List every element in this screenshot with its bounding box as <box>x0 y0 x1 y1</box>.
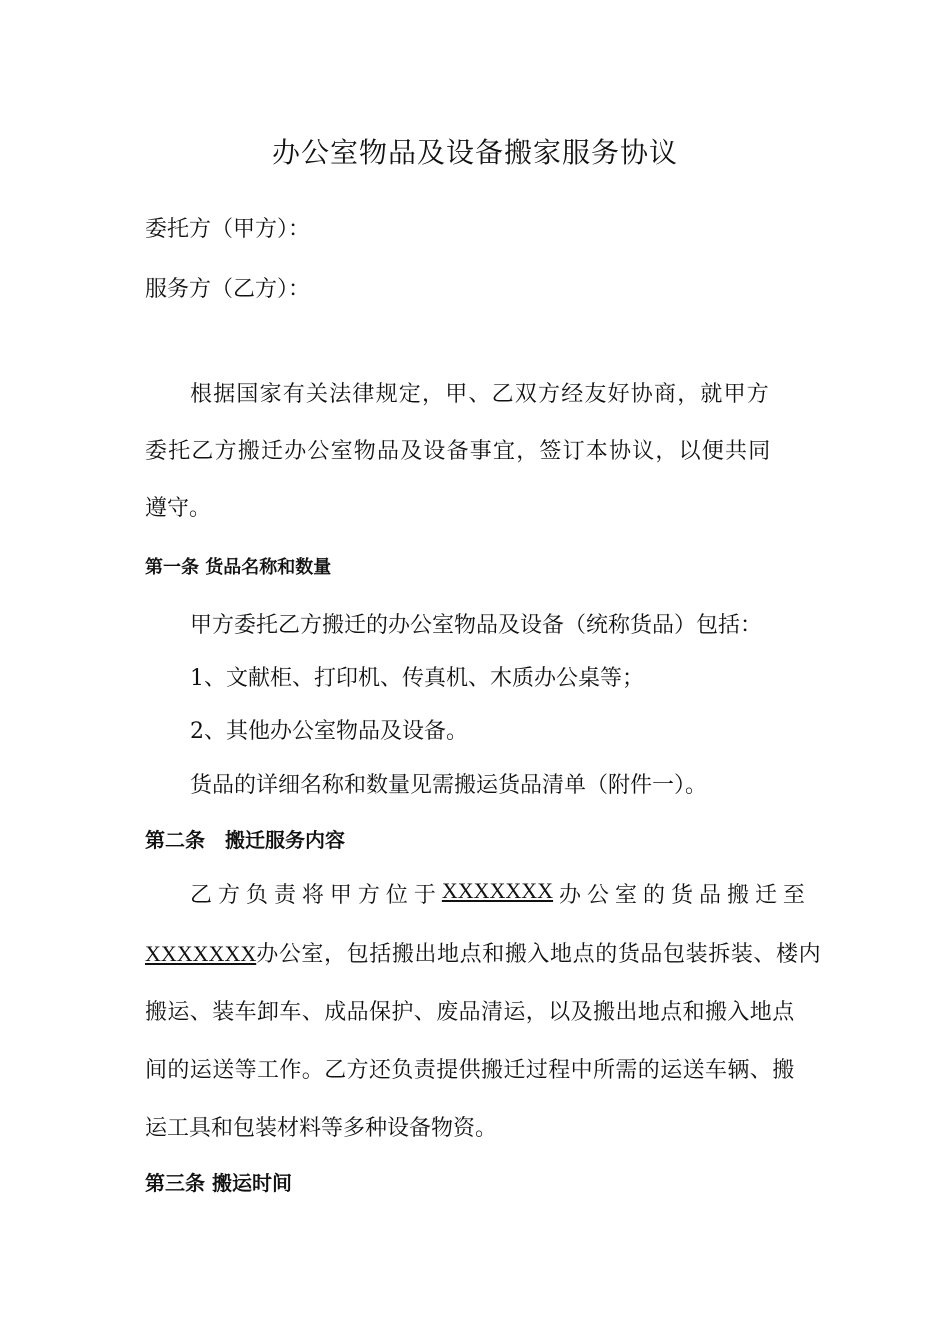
article2-char: 至 <box>782 883 805 908</box>
article2-line-3: 搬运、装车卸车、成品保护、废品清运，以及搬出地点和搬入地点 <box>145 1000 795 1025</box>
article2-char: 迁 <box>754 883 777 908</box>
intro-line-3: 遵守。 <box>145 496 212 521</box>
origin-office-blank: XXXXXXX <box>441 878 554 903</box>
article2-char: 品 <box>698 883 721 908</box>
article1-item-2: 2、其他办公室物品及设备。 <box>190 719 468 744</box>
party-a-label: 委托方（甲方）： <box>145 217 311 242</box>
article2-char: 方 <box>217 883 240 908</box>
article2-line-2 <box>145 937 821 968</box>
article2-line-5: 运工具和包装材料等多种设备物资。 <box>145 1116 498 1141</box>
article2-char: 于 <box>413 883 436 908</box>
intro-line-2: 委托乙方搬迁办公室物品及设备事宜，签订本协议，以便共同 <box>145 439 772 464</box>
article1-item-1: 1、文献柜、打印机、传真机、木质办公桌等； <box>190 666 644 691</box>
party-b-label: 服务方（乙方）： <box>145 277 311 302</box>
article2-char: 位 <box>385 883 408 908</box>
article1-note: 货品的详细名称和数量见需搬运货品清单（附件一）。 <box>190 773 708 798</box>
article2-char: 负 <box>245 883 268 908</box>
intro-line-1: 根据国家有关法律规定，甲、乙双方经友好协商，就甲方 <box>190 382 771 407</box>
article1-paragraph: 甲方委托乙方搬迁的办公室物品及设备（统称货品）包括： <box>190 613 763 638</box>
article2-char: 货 <box>670 883 693 908</box>
article2-char: 将 <box>301 883 324 908</box>
article2-char: 乙 <box>190 883 213 908</box>
article1-heading: 第一条 货品名称和数量 <box>145 557 332 578</box>
article2-heading: 第二条 搬迁服务内容 <box>145 828 345 852</box>
article2-line-4: 间的运送等工作。乙方还负责提供搬迁过程中所需的运送车辆、搬 <box>145 1058 795 1083</box>
document-title: 办公室物品及设备搬家服务协议 <box>271 136 678 169</box>
article2-char: 方 <box>357 883 380 908</box>
article2-char: 甲 <box>329 883 352 908</box>
article3-heading: 第三条 搬运时间 <box>145 1171 292 1195</box>
article2-char: 室 <box>615 883 638 908</box>
article2-char: 搬 <box>726 883 749 908</box>
article2-char: 责 <box>273 883 296 908</box>
destination-office-blank: XXXXXXX <box>145 941 257 966</box>
article2-char: 公 <box>587 883 610 908</box>
article2-char: 办 <box>559 883 582 908</box>
article2-line-2-text: 办公室，包括搬出地点和搬入地点的货品包装拆装、楼内 <box>256 942 822 967</box>
article2-line-1 <box>190 878 805 909</box>
article2-char: 的 <box>643 883 666 908</box>
